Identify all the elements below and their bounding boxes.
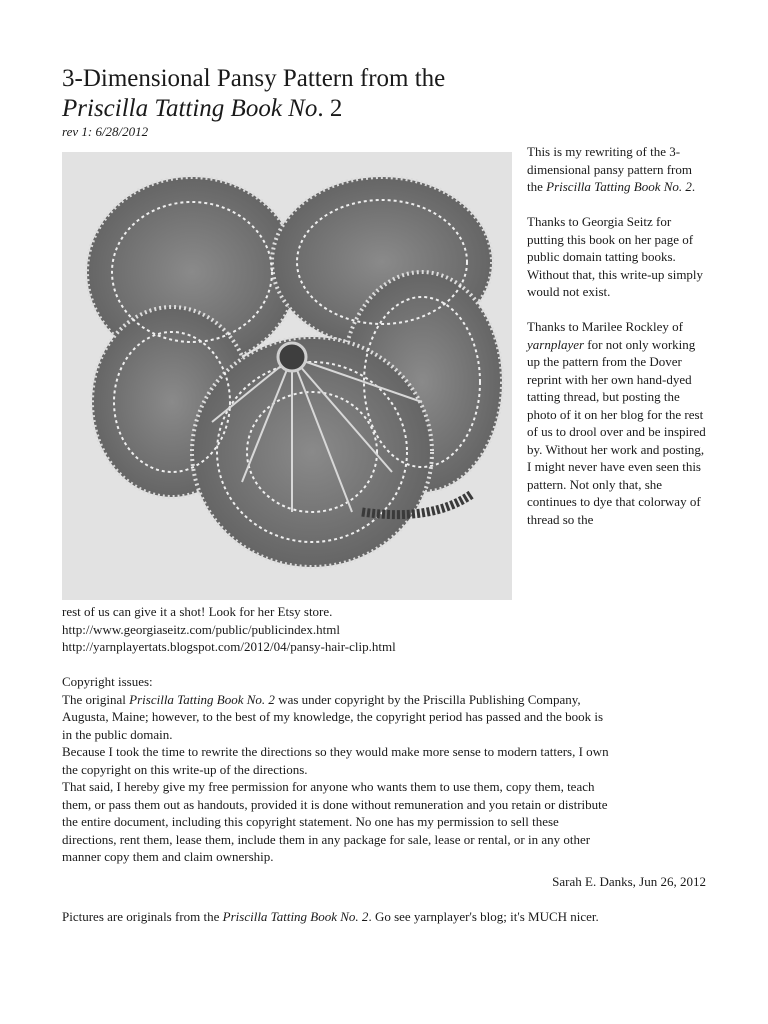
intro-paragraph-1 [527,143,711,196]
continuation-text: rest of us can give it a shot! Look for her Etsy store. [62,604,333,619]
copyright-line: manner copy them and claim ownership. [62,849,274,864]
signature: Sarah E. Danks, Jun 26, 2012 [552,874,706,889]
georgiaseitz-link[interactable]: http://www.georgiaseitz.com/public/publicindex.html [62,621,341,637]
footer-text-end: . Go see yarnplayer's blog; it's MUCH nicer. [368,909,599,924]
book-title: Priscilla Tatting Book No [62,95,318,122]
copyright-line: The original Priscilla Tatting Book No. 2 was under copyright by the Priscilla Publishing Company, [62,691,581,707]
copyright-line: Augusta, Maine; however, to the best of my knowledge, the copyright period has passed and the book is [62,709,604,724]
pansy-photo [62,152,512,600]
footer-text: Pictures are originals from the [62,909,223,924]
book-title: Priscilla Tatting Book No. 2 [222,909,369,924]
copyright-line: That said, I hereby give my free permission for anyone who wants them to use them, copy them, teach [62,779,595,794]
intro-paragraph-3 [527,318,711,528]
copyright-line: them, or pass them out as handouts, provided it is done without remuneration and you retain or distribute [62,796,608,812]
intro-sidebar [527,143,711,546]
copyright-line: in the public domain. [62,726,173,742]
copyright-heading: Copyright issues: [62,674,153,689]
yarnplayer-blog-link[interactable]: http://yarnplayertats.blogspot.com/2012/04/pansy-hair-clip.html [62,639,396,654]
copyright-line: the entire document, including this copyright statement. No one has my permission to sell these [62,814,559,829]
yarnplayer-name: yarnplayer [527,336,585,352]
footer-note [62,908,599,926]
copyright-line: Because I took the time to rewrite the directions so they would make more sense to modern tatters, I own [62,744,609,759]
document-title-book [62,94,342,124]
intro-text-end: . [691,179,696,194]
main-text [62,603,609,866]
intro-text: This is my rewriting of the 3-dimensional pansy pattern from the [527,144,692,194]
book-number: . 2 [317,95,343,122]
copyright-line: directions, rent them, lease them, include them in any package for sale, lease or rental, or in any other [62,831,591,847]
intro-text: Thanks to Marilee Rockley of [527,319,683,334]
copyright-line: the copyright on this write-up of the directions. [62,761,308,777]
revision-note: rev 1: 6/28/2012 [62,124,149,139]
tatted-pansy-icon [62,152,512,600]
intro-text-cont: for not only working up the pattern from the Dover reprint with her own hand-dyed tatting thread, but posting the photo of it on her blog for the rest of us to drool over and be inspired by. Without her work and posting, I might never have even seen this pattern. Not only that, she continues to dye that colorway of thread so the [527,336,706,527]
intro-paragraph-2: Thanks to Georgia Seitz for putting this book on her page of public domain tatting books. Without that, this write-up simply would not exist. [527,214,704,299]
book-title: Priscilla Tatting Book No. 2 [546,179,692,194]
document-title: 3-Dimensional Pansy Pattern from the [62,65,446,92]
book-title: Priscilla Tatting Book No. 2 [129,691,275,707]
